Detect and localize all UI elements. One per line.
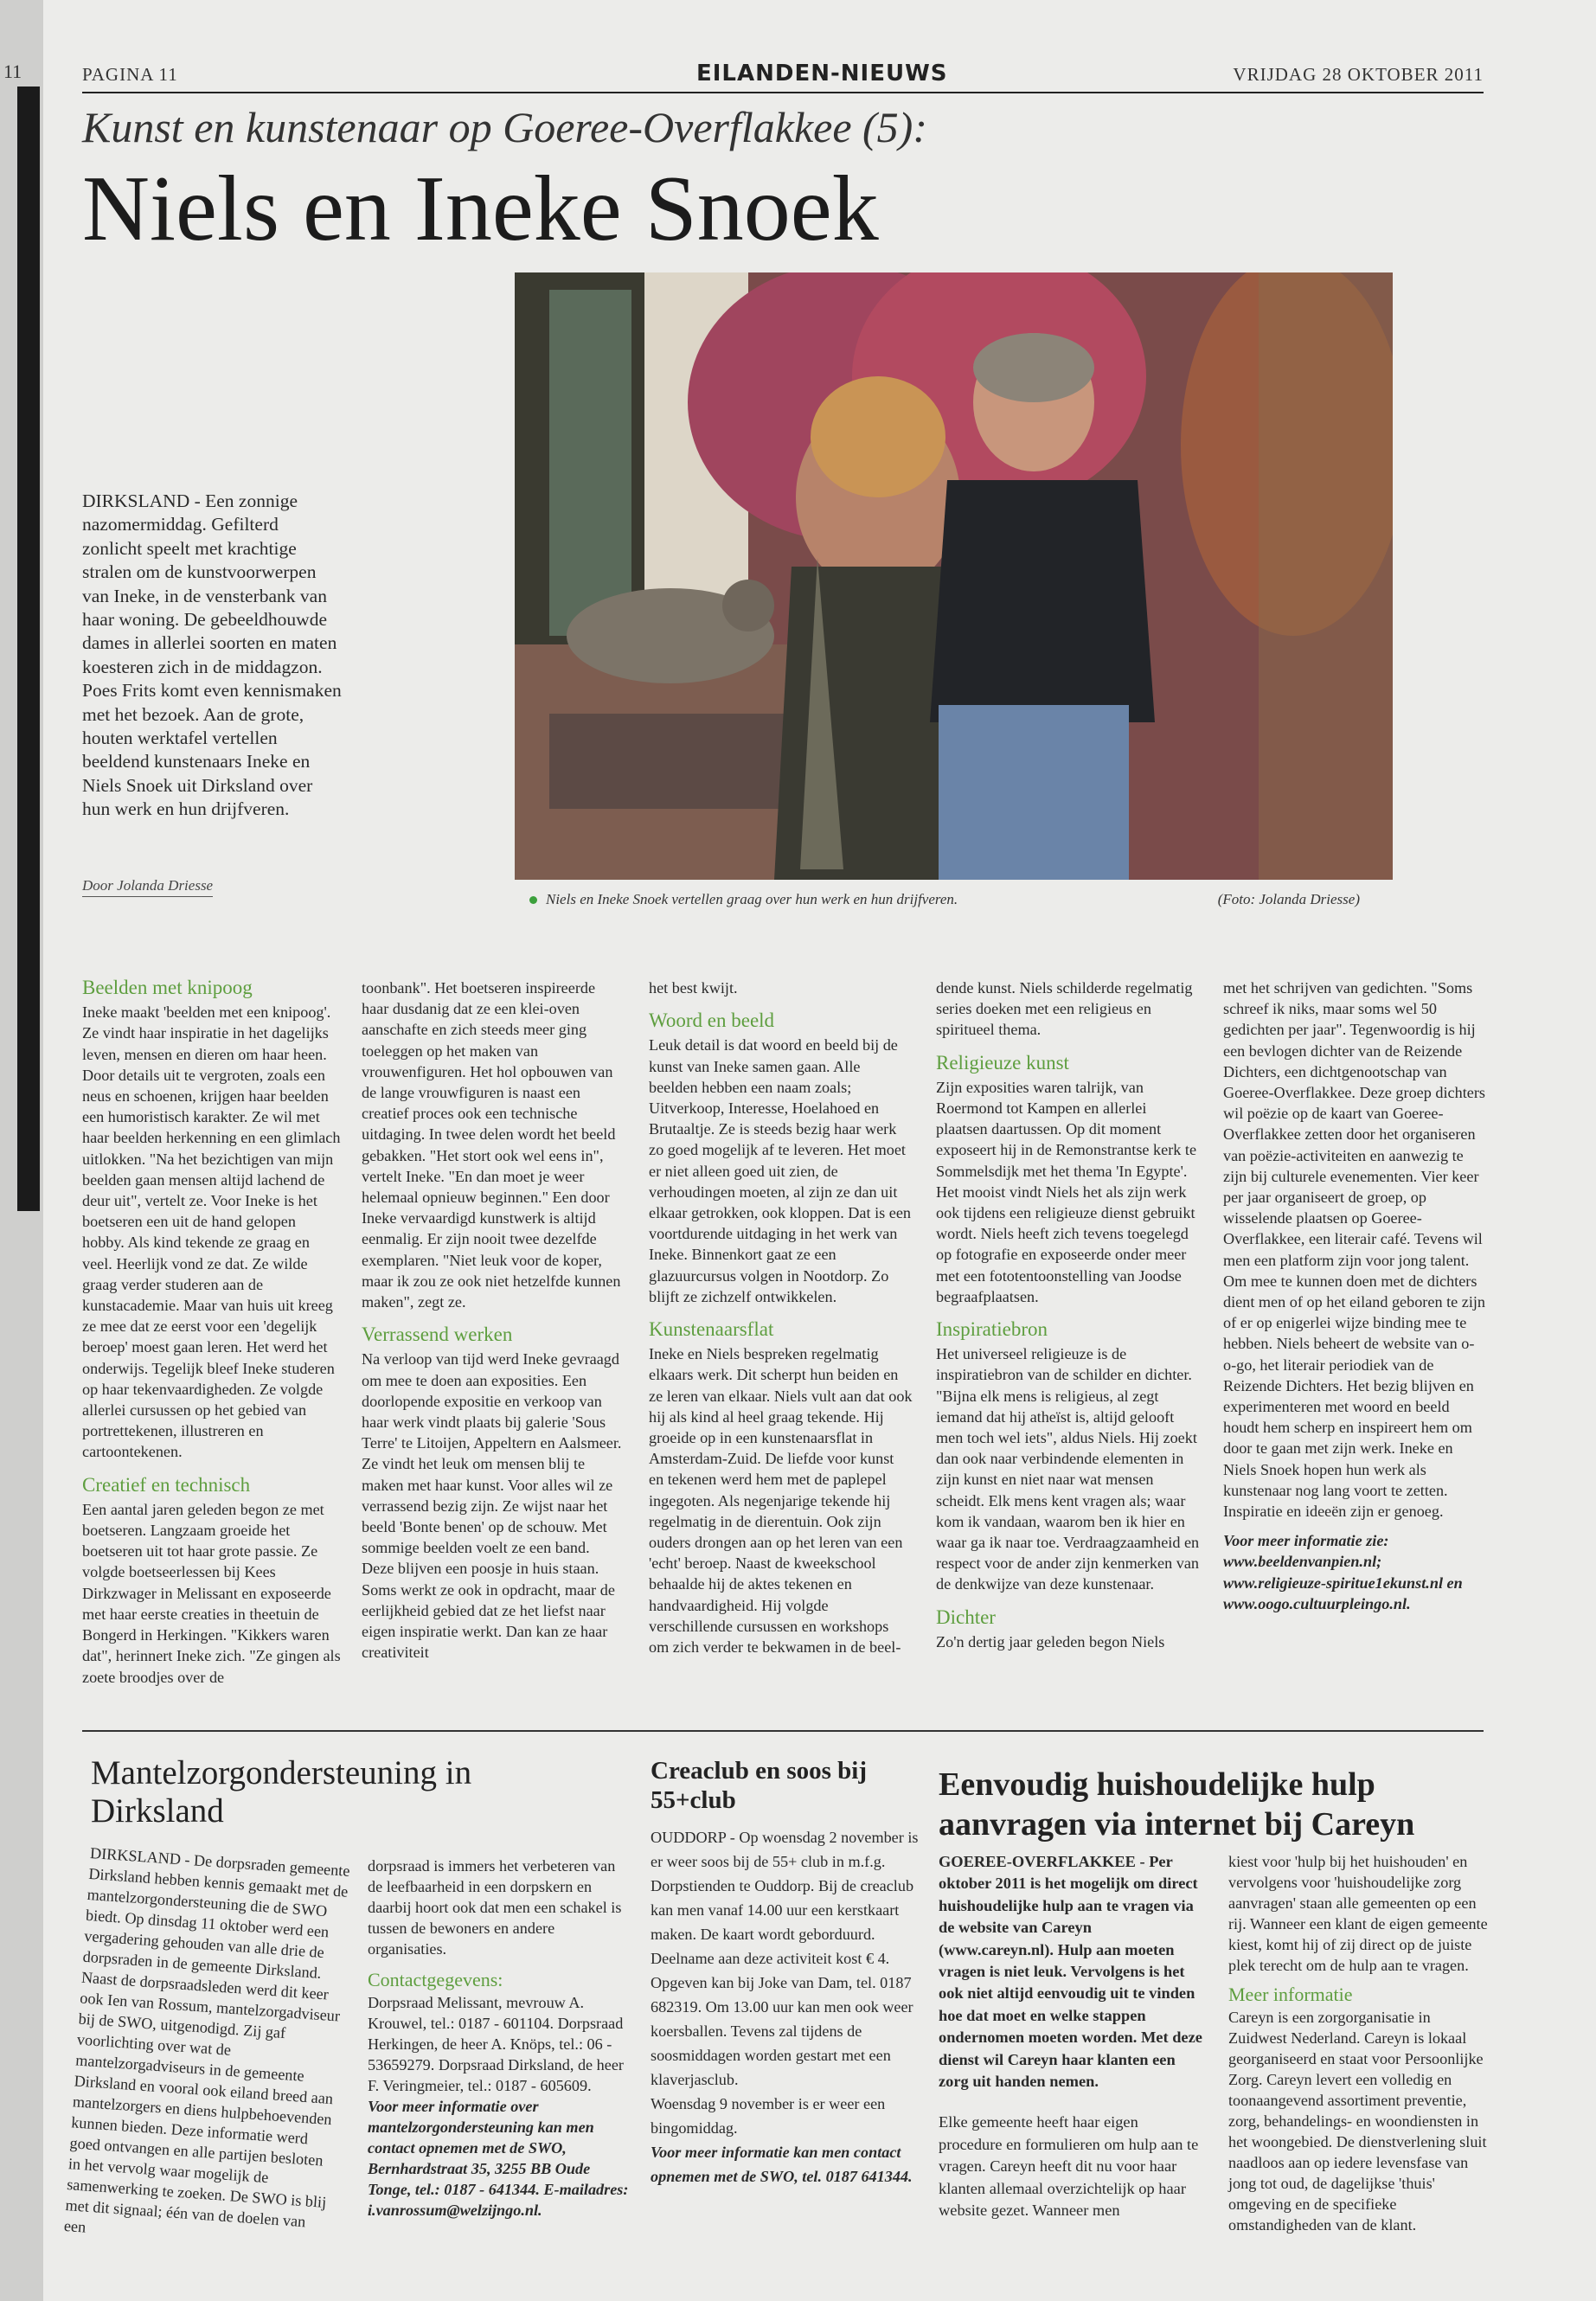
box2-headline: Creaclub en soos bij 55+club	[651, 1757, 868, 1814]
bullet-icon	[529, 896, 537, 904]
paragraph: Leuk detail is dat woord en beeld bij de kunst van Ineke samen gaan. Alle beelden hebben een naam zoals; Uitverkoop, Interesse, Hoelahoed en Brutaaltje. Ze is steeds bezig haar werk zo goed mogelijk af te leveren. Het moet er niet alleen goed uit zien, de verhoudingen moeten, al zijn ze dan uit elkaar getrokken, ook kloppen. Dat is een voortdurende uitdaging in het werk van Ineke. Binnenkort gaat ze een glazuurcursus volgen in Nootdorp. Zo blijft ze zichzelf ontwikkelen.	[649, 1036, 912, 1305]
subhead: Beelden met knipoog	[82, 977, 253, 998]
photo-caption	[529, 891, 1394, 908]
subhead: Woord en beeld	[649, 1009, 775, 1032]
article-photo	[515, 272, 1393, 880]
paragraph: dorpsraad is immers het verbeteren van de leefbaarheid in een dorpskern en daarbij hoort ook dat men een schakel is tussen de bewoners en andere organisaties.	[368, 1857, 622, 1958]
more-info: Voor meer informatie kan men contact opnemen met de SWO, tel. 0187 641344.	[651, 2144, 913, 2185]
article-kicker: Kunst en kunstenaar op Goeree-Overflakkee (5):	[82, 103, 927, 151]
article-headline: Niels en Ineke Snoek	[82, 157, 879, 260]
masthead: EILANDEN-NIEUWS	[696, 61, 948, 87]
paragraph: Zijn exposities waren talrijk, van Roermond tot Kampen en allerlei plaatsen daartussen. Op dit moment exposeert hij in de Remonstrantse kerk te Sommelsdijk met het thema 'In Egypte'. Het mooist vindt Niels het als zijn werk ook tijdens een religieuze dienst gebruikt wordt. Niels heeft zich tevens toegelegd op fotografie en exposeerde onder meer met een fototentoonstelling van Joodse begraafplaatsen.	[936, 1078, 1197, 1305]
subhead: Religieuze kunst	[936, 1051, 1069, 1074]
paragraph: Het universeel religieuze is de inspiratiebron van de schilder en dichter. "Bijna elk mens is religieus, al zegt iemand dat hij atheïst is, altijd gelooft men toch wel iets", aldus Niels. Hij zoekt dan ook naar verbindende elementen in zijn kunst en niet naar wat mensen scheidt. Elk mens kent vragen als; waar kom ik vandaan, waarom ben ik hier en waar ga ik naar toe. Verdraagzaamheid en respect voor de ander zijn kenmerken van de denkwijze van deze kunstenaar.	[936, 1345, 1200, 1593]
article-lede: DIRKSLAND - Een zonnige nazomermiddag. Gefilterd zonlicht speelt met krachtige stralen om de kunstvoorwerpen van Ineke, in de vensterbank van haar woning. De gebeeldhouwde dames in allerlei soorten en maten koesteren zich in de middagzon. Poes Frits komt even kennismaken met het bezoek. Aan de grote, houten werktafel vertellen beeldend kunstenaars Ineke en Niels Snoek uit Dirksland over hun werk en hun drijfveren.	[82, 490, 342, 820]
page-label: PAGINA 11	[82, 64, 178, 85]
article-byline: Door Jolanda Driesse	[82, 877, 213, 897]
more-info: Voor meer informatie zie: www.beeldenvanpien.nl; www.religieuze-spiritue1ekunst.nl en www.oogo.cultuurpleingo.nl.	[1223, 1532, 1463, 1612]
more-info: Voor meer informatie over mantelzorgondersteuning kan men contact opnemen met de SWO, Bernhardstraat 35, 3255 BB Oude Tonge, tel.: 0187 - 641344. E-mailadres: i.vanrossum@welzijngo.nl.	[368, 2098, 629, 2219]
paragraph: kiest voor 'hulp bij het huishouden' en vervolgens voor 'huishoudelijke zorg aanvragen' staan alle gemeenten op een rij. Wanneer een klant de eigen gemeente kiest, komt hij of zij direct op de juiste plek terecht om de hulp aan te vragen.	[1228, 1853, 1488, 1974]
paragraph: Na verloop van tijd werd Ineke gevraagd om mee te doen aan exposities. Een doorlopende expositie en verkoop van haar werk vindt plaats bij galerie 'Sous Terre' te Litoijen, Appeltern en Aalsmeer. Ze vindt het leuk om mensen blij te maken met haar kunst. Voor alles wil ze verrassend bezig zijn. Ze wijst naar het beeld 'Bonte benen' op de schouw. Met sommige beelden voelt ze een band. Deze blijven een poosje in huis staan. Soms werkt ze ook in opdracht, maar de eerlijkheid gebied dat ze het liefst naar eigen inspiratie werkt. Dan kan ze haar creativiteit	[362, 1350, 622, 1662]
box3-column-1	[939, 1851, 1202, 2222]
box3-intro: GOEREE-OVERFLAKKEE - Per oktober 2011 is het mogelijk om direct huishoudelijke hulp aan te vragen via de website van Careyn (www.careyn.nl). Hulp aan moeten vragen is niet leuk. Vervolgens is het ook niet altijd eenvoudig uit te vinden hoe dat moet en welke stappen ondernomen moeten worden. Met deze dienst wil Careyn haar klanten een zorg uit handen nemen.	[939, 1853, 1202, 2091]
binding-shadow	[17, 87, 40, 1211]
subhead: Dichter	[936, 1606, 996, 1628]
paragraph: Elke gemeente heeft haar eigen procedure en formulieren om hulp aan te vragen. Careyn heeft dit nu voor haar klanten allemaal overzichtelijk op haar website gezet. Wanneer men	[939, 2113, 1199, 2220]
adjacent-page-edge	[0, 0, 43, 2301]
paragraph: met het schrijven van gedichten. "Soms schreef ik niks, maar soms wel 50 gedichten per jaar". Tegenwoordig is hij een bevlogen dichter van de Reizende Dichters, een dichtgenootschap van Goeree-Overflakkee. Deze groep dichters wil poëzie op de kaart van Goeree-Overflakkee zetten door het organiseren van poëzie-activiteiten en aanwezig te zijn bij culturele evenementen. Vier keer per jaar organiseert de groep, op wisselende plaatsen op Goeree-Overflakkee, een literair café. Tevens wil men een platform zijn voor jong talent. Om mee te kunnen doen met de dichters dient men of op het eiland geboren te zijn of er op enigerlei wijze binding mee te hebben. Niels beheert de website van o-o-go, het literair periodiek van de Reizende Dichters. Het bezig blijven en experimenteren met woord en beeld houdt hem scherp en inspireert hem om door te gaan met zijn werk. Ineke en Niels Snoek hopen hun werk als kunstenaar nog lang voort te zetten. Inspiratie en ideeën zijn er genoeg.	[1223, 979, 1486, 1521]
paragraph: Zo'n dertig jaar geleden begon Niels	[936, 1632, 1165, 1650]
box1-column-2	[368, 1856, 631, 2221]
paragraph: OUDDORP - Op woensdag 2 november is er weer soos bij de 55+ club in m.f.g. Dorpstienden te Ouddorp. Bij de creaclub kan men vanaf 14.00 uur een kerstkaart maken. De kaart wordt geborduurd. Deelname aan deze activiteit kost € 4. Opgeven kan bij Joke van Dam, tel. 0187 682319. Om 13.00 uur kan men ook weer koersballen. Tevens zal tijdens de soosmiddagen worden gestart met een klaverjasclub.	[651, 1829, 919, 2088]
subhead: Creatief en technisch	[82, 1473, 251, 1496]
box1-headline: Mantelzorgondersteuning in Dirksland	[91, 1754, 472, 1830]
box2-body	[651, 1825, 919, 2189]
article-column-4	[936, 977, 1200, 1661]
article-column-3	[649, 977, 913, 1666]
section-divider	[82, 1730, 1484, 1732]
paragraph: Woensdag 9 november is er weer een bingomiddag.	[651, 2095, 886, 2137]
photo-credit: (Foto: Jolanda Driesse)	[1217, 891, 1360, 907]
issue-date: VRIJDAG 28 OKTOBER 2011	[1233, 64, 1484, 85]
paragraph: toonbank". Het boetseren inspireerde haar dusdanig dat ze een klei-oven aanschafte en zich steeds meer ging toeleggen op het maken van vrouwenfiguren. Het hol opbouwen van de lange vrouwfiguren is naast een creatief proces ook een technische uitdaging. In twee delen wordt het beeld gebakken. "Het stort ook wel eens in", vertelt Ineke. "En dan moet je weer helemaal opnieuw beginnen." Een door Ineke vervaardigd kunstwerk is altijd eenmalig. Er zijn nooit twee dezelfde exemplaren. "Niet leuk voor de koper, maar ik zou ze ook niet hetzelfde kunnen maken", zegt ze.	[362, 979, 621, 1311]
article-column-1	[82, 977, 342, 1696]
box1-column-1: DIRKSLAND - De dorpsraden gemeente Dirksland hebben kennis gemaakt met de mantelzorgondersteuning die de SWO biedt. Op dinsdag 11 oktober werd een vergadering gehouden van alle drie de dorpsraden in de gemeente Dirksland. Naast de dorpsraadsleden werd dit keer ook Ien van Rossum, mantelzorgadviseur bij de SWO, uitgenodigd. Zij gaf voorlichting over wat de mantelzorgadviseurs in de gemeente Dirksland en vooral ook eiland breed aan mantelzorgers en diens hulpbehoevenden kunnen bieden. Deze informatie werd goed ontvangen en alle partijen besloten in het vervolg waar mogelijk de samenwerking te zoeken. De SWO is blij met dit signaal; één van de doelen van een	[63, 1843, 351, 2236]
paragraph: Careyn is een zorgorganisatie in Zuidwest Nederland. Careyn is lokaal georganiseerd en staat voor Persoonlijke Zorg. Careyn levert een volledig en toonaangevend assortiment preventie, zorg, behandelings- en woondiensten in het woongebied. De dienstverlening sluit naadloos aan op iedere levensfase van jong tot oud, de dagelijkse 'thuis' omgeving en de specifieke omstandigheden van de klant.	[1228, 2009, 1487, 2234]
caption-text: Niels en Ineke Snoek vertellen graag over hun werk en hun drijfveren.	[546, 891, 958, 907]
box3-column-2	[1228, 1851, 1492, 2235]
article-column-5	[1223, 977, 1487, 1623]
paragraph: Een aantal jaren geleden begon ze met boetseren. Langzaam groeide het boetseren uit tot haar grote passie. Ze volgde boetseerlessen bij Kees Dirkzwager in Melissant en exposeerde met haar eerste creaties in theetuin de Bongerd in Herkingen. "Kikkers waren dat", herinnert Ineke zich. "Ze gingen als zoete broodjes over de	[82, 1500, 341, 1686]
running-header	[82, 61, 1484, 93]
subhead: Kunstenaarsflat	[649, 1318, 774, 1341]
paragraph: dende kunst. Niels schilderde regelmatig series doeken met een religieus en spiritueel thema.	[936, 979, 1193, 1039]
paragraph: Dorpsraad Melissant, mevrouw A. Krouwel, tel.: 0187 - 601104. Dorpsraad Herkingen, de heer A. Knöps, tel.: 06 - 53659279. Dorpsraad Dirksland, de heer F. Veringmeier, tel.: 0187 - 605609.	[368, 1994, 624, 2094]
subhead: Verrassend werken	[362, 1324, 513, 1346]
subhead: Contactgegevens:	[368, 1969, 503, 1990]
article-column-2	[362, 977, 625, 1672]
adjacent-page-number: 11	[3, 61, 22, 82]
paragraph: Ineke maakt 'beelden met een knipoog'. Ze vindt haar inspiratie in het dagelijks leven, mensen en dieren om haar heen. Door details uit te vergroten, zoals een neus en schoenen, krijgen haar beelden een humoristisch karakter. Ze wil met haar beelden herkenning en een glimlach uitlokken. "Na het bezichtigen van mijn beelden gaan mensen altijd lachend de deur uit", vertelt ze. Voor Ineke is het boetseren een uit de hand gelopen hobby. Als kind tekende ze graag en veel. Heerlijk vond ze dat. Ze wilde graag verder studeren aan de kunstacademie. Maar van huis uit kreeg ze mee dat ze eerst voor een 'degelijk beroep' moest gaan leren. Het werd het onderwijs. Tegelijk bleef Ineke studeren op haar tekenvaardigheden. Ze volgde allerlei cursussen op het gebied van portrettekenen, illustreren en cartoontekenen.	[82, 1003, 341, 1461]
subhead: Inspiratiebron	[936, 1318, 1048, 1341]
subhead: Meer informatie	[1228, 1984, 1353, 2005]
paragraph: het best kwijt.	[649, 979, 738, 997]
box3-headline: Eenvoudig huishoudelijke hulp aanvragen via internet bij Careyn	[939, 1766, 1415, 1843]
paragraph: Ineke en Niels bespreken regelmatig elkaars werk. Dit scherpt hun beiden en ze leren van elkaar. Niels vult aan dat ook hij als kind al heel graag tekende. Hij groeide op in een kunstenaarsflat in Amsterdam-Zuid. De liefde voor kunst en tekenen werd hem met de paplepel ingegoten. Als negenjarige tekende hij regelmatig in de dierentuin. Ook zijn ouders drongen aan op het leren van een 'echt' beroep. Naast de kweekschool behaalde hij de aktes tekenen en handvaardigheid. Hij volgde verschillende cursussen en workshops om zich verder te bekwamen in de beel-	[649, 1345, 913, 1657]
